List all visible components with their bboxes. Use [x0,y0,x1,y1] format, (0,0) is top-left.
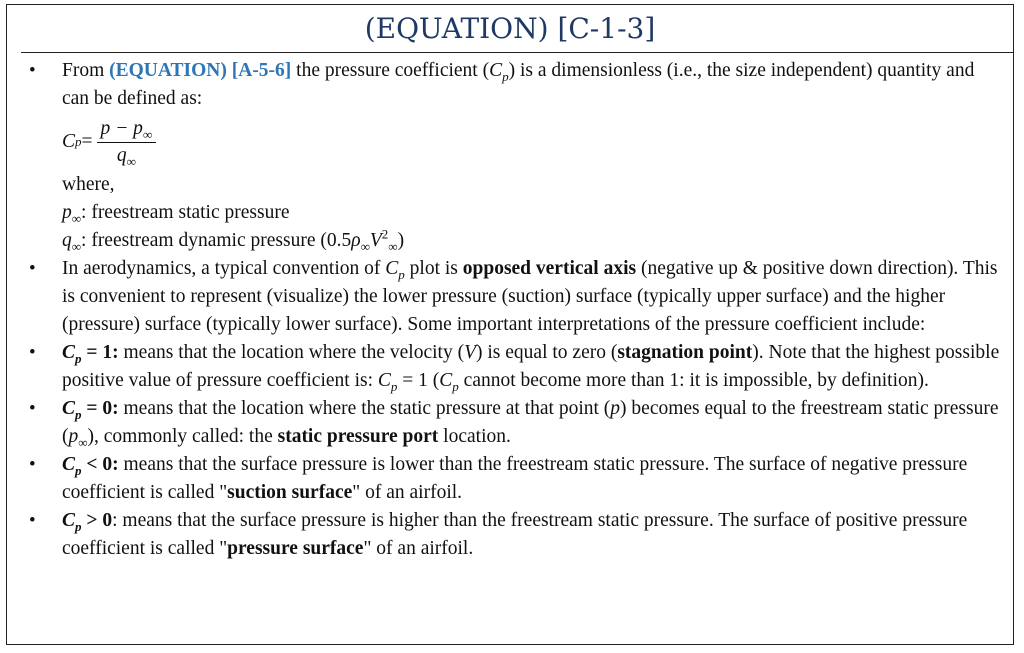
definition-dynamic-pressure: $q_\infty$: freestream dynamic pressure $(0.5\rho_\infty V^2_\infty)$ [62,226,405,254]
list-item-convention: • In aerodynamics, a typical convention of $C_p$ plot is opposed vertical axis (negative up & positive down direction). This is convenient to represent (visualize) the lower pressure (suction) surface (typically upper surface) and the higher (pressure) surface (typically lower surface). Some important interpretations of the pressure coefficient include: [7,255,1003,339]
bullet-list [7,57,1003,563]
list-item-cp-equals-one: • $C_p = 1$: means that the location where the velocity (V) is equal to zero (stagnation point). Note that the highest possible positive value of pressure coefficient is: $C_p = 1$ ($C_p$ cannot become more than 1: it is impossible, by definition). [7,339,1003,395]
title-divider [21,52,1013,53]
equation-box [6,4,1014,645]
cp-fraction: $\frac{p - p_\infty}{q_\infty}$ [97,116,157,169]
list-item-definition: • From (EQUATION) [A-5-6] the pressure coefficient $(C_p)$ is a dimensionless (i.e., the size independent) quantity and can be defined as: C p = $\frac{p - p_\infty}{q_\infty}$ where, $p_\infty$: freestream static pressure $q_\infty$: freestream dynamic pressure $(0.5\rho_\infty V^2_\infty)$ [7,57,1003,255]
cp-equation: C p = $\frac{p - p_\infty}{q_\infty}$ [62,113,1003,171]
where-label: where, [62,174,115,195]
list-item-cp-equals-zero: • $C_p = 0$: means that the location where the static pressure at that point (p) becomes equal to the freestream static pressure $(p_\infty)$, commonly called: the static pressure port location. [7,395,1003,451]
page-title: (EQUATION) [C-1-3] [364,12,656,45]
list-item-cp-positive: • $C_p > 0$: means that the surface pressure is higher than the freestream static pressure. The surface of positive pressure coefficient is called "pressure surface" of an airfoil. [7,507,1003,563]
definition-static-pressure: $p_\infty$: freestream static pressure [62,202,290,226]
content-body [7,57,1003,563]
equation-reference-link[interactable]: (EQUATION) [A-5-6] [109,60,292,81]
list-item-cp-negative: • $C_p < 0$: means that the surface pressure is lower than the freestream static pressure. The surface of negative pressure coefficient is called "suction surface" of an airfoil. [7,451,1003,507]
